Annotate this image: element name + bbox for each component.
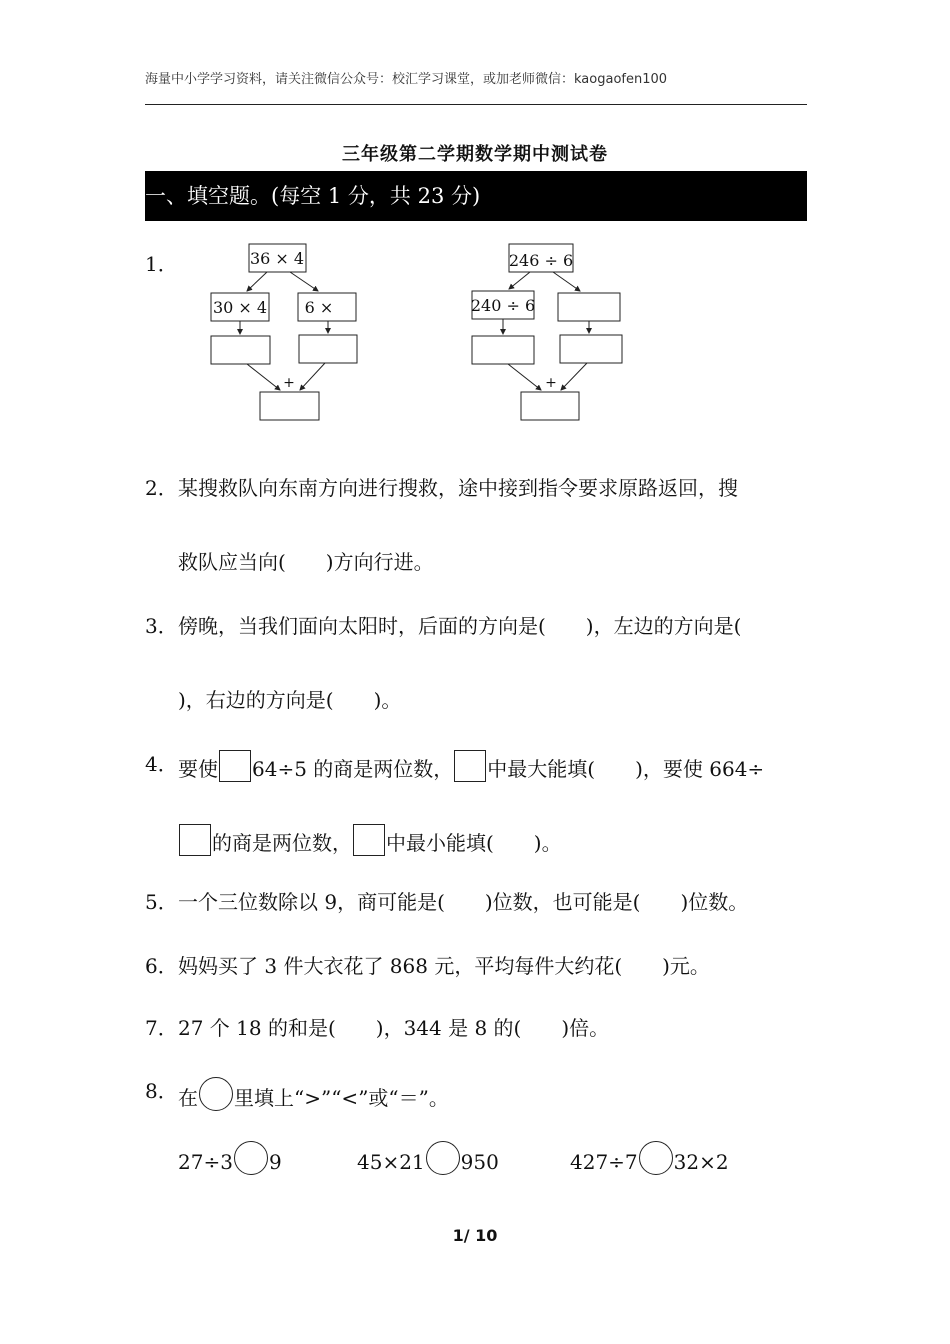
left-result-b-box[interactable] xyxy=(299,335,357,363)
q4-number: 4． xyxy=(145,752,178,776)
q7-text: 27 个 18 的和是( )，344 是 8 的( )倍。 xyxy=(178,1016,610,1040)
q8-line1 xyxy=(178,1077,449,1112)
q8-item-2-left: 45×21 xyxy=(357,1150,425,1174)
q1-diagrams xyxy=(195,235,645,430)
right-b-box[interactable] xyxy=(558,293,620,321)
left-sum-box[interactable] xyxy=(260,392,319,420)
q8-item-3-right: 32×2 xyxy=(673,1150,729,1174)
q2-number: 2． xyxy=(145,476,178,500)
right-result-b-box[interactable] xyxy=(560,335,622,363)
q3-number: 3． xyxy=(145,614,178,638)
page-number: 1/ 10 xyxy=(452,1226,498,1245)
page-title: 三年级第二学期数学期中测试卷 xyxy=(342,144,608,165)
left-top-label: 36 × 4 xyxy=(249,249,305,268)
compare-circle-1[interactable] xyxy=(234,1141,268,1175)
q8-item-3 xyxy=(570,1141,729,1176)
q8-item-3-left: 427÷7 xyxy=(570,1150,638,1174)
q4-l2b: 中最小能填( )。 xyxy=(386,831,562,855)
circle-symbol xyxy=(199,1077,233,1111)
q3-line1: 傍晚，当我们面向太阳时，后面的方向是( )，左边的方向是( xyxy=(178,614,742,638)
q2-line1: 某搜救队向东南方向进行搜救，途中接到指令要求原路返回，搜 xyxy=(178,476,738,500)
left-plus: + xyxy=(283,375,295,391)
q8-item-1-right: 9 xyxy=(268,1150,282,1174)
q7-number: 7． xyxy=(145,1016,178,1040)
q1-number: 1． xyxy=(145,252,178,276)
right-plus: + xyxy=(545,375,557,391)
q3-line2: )，右边的方向是( )。 xyxy=(178,688,402,712)
q8-number: 8． xyxy=(145,1079,178,1103)
q4-divisor-square[interactable] xyxy=(179,824,211,856)
compare-circle-2[interactable] xyxy=(426,1141,460,1175)
q4-square-symbol-2 xyxy=(353,824,385,856)
right-top-label: 246 ÷ 6 xyxy=(508,251,574,270)
q8-item-2-right: 950 xyxy=(460,1150,499,1174)
left-b-label: 6 × xyxy=(304,298,334,317)
q4-l2a: 的商是两位数， xyxy=(212,831,352,855)
right-a-label: 240 ÷ 6 xyxy=(470,296,536,315)
q8-l1b: 里填上“>”“<”或“＝”。 xyxy=(234,1086,449,1110)
compare-circle-3[interactable] xyxy=(639,1141,673,1175)
q4-l1a: 要使 xyxy=(178,757,218,781)
q2-line2: 救队应当向( )方向行进。 xyxy=(178,550,434,574)
page-header: 海量中小学学习资料，请关注微信公众号：校汇学习课堂，或加老师微信：kaogaofen100 xyxy=(145,72,668,87)
q6-text: 妈妈买了 3 件大衣花了 868 元，平均每件大约花( )元。 xyxy=(178,954,710,978)
q4-l1c: 中最大能填( )，要使 664÷ xyxy=(487,757,765,781)
header-divider xyxy=(145,104,807,105)
q4-blank-square[interactable] xyxy=(219,750,251,782)
right-result-a-box[interactable] xyxy=(472,336,534,364)
left-a-label: 30 × 4 xyxy=(212,298,268,317)
left-result-a-box[interactable] xyxy=(211,336,270,364)
q6-number: 6． xyxy=(145,954,178,978)
right-sum-box[interactable] xyxy=(521,392,579,420)
q4-line2 xyxy=(178,824,562,857)
q8-item-2 xyxy=(357,1141,499,1176)
q8-l1a: 在 xyxy=(178,1086,198,1110)
q4-l1b: 64÷5 的商是两位数， xyxy=(252,757,454,781)
q4-line1 xyxy=(178,750,764,783)
q8-item-1-left: 27÷3 xyxy=(178,1150,233,1174)
q5-number: 5． xyxy=(145,890,178,914)
section-heading: 一、填空题。(每空 1 分，共 23 分) xyxy=(145,171,807,221)
q5-text: 一个三位数除以 9，商可能是( )位数，也可能是( )位数。 xyxy=(178,890,749,914)
q4-square-symbol xyxy=(454,750,486,782)
q8-item-1 xyxy=(178,1141,282,1176)
